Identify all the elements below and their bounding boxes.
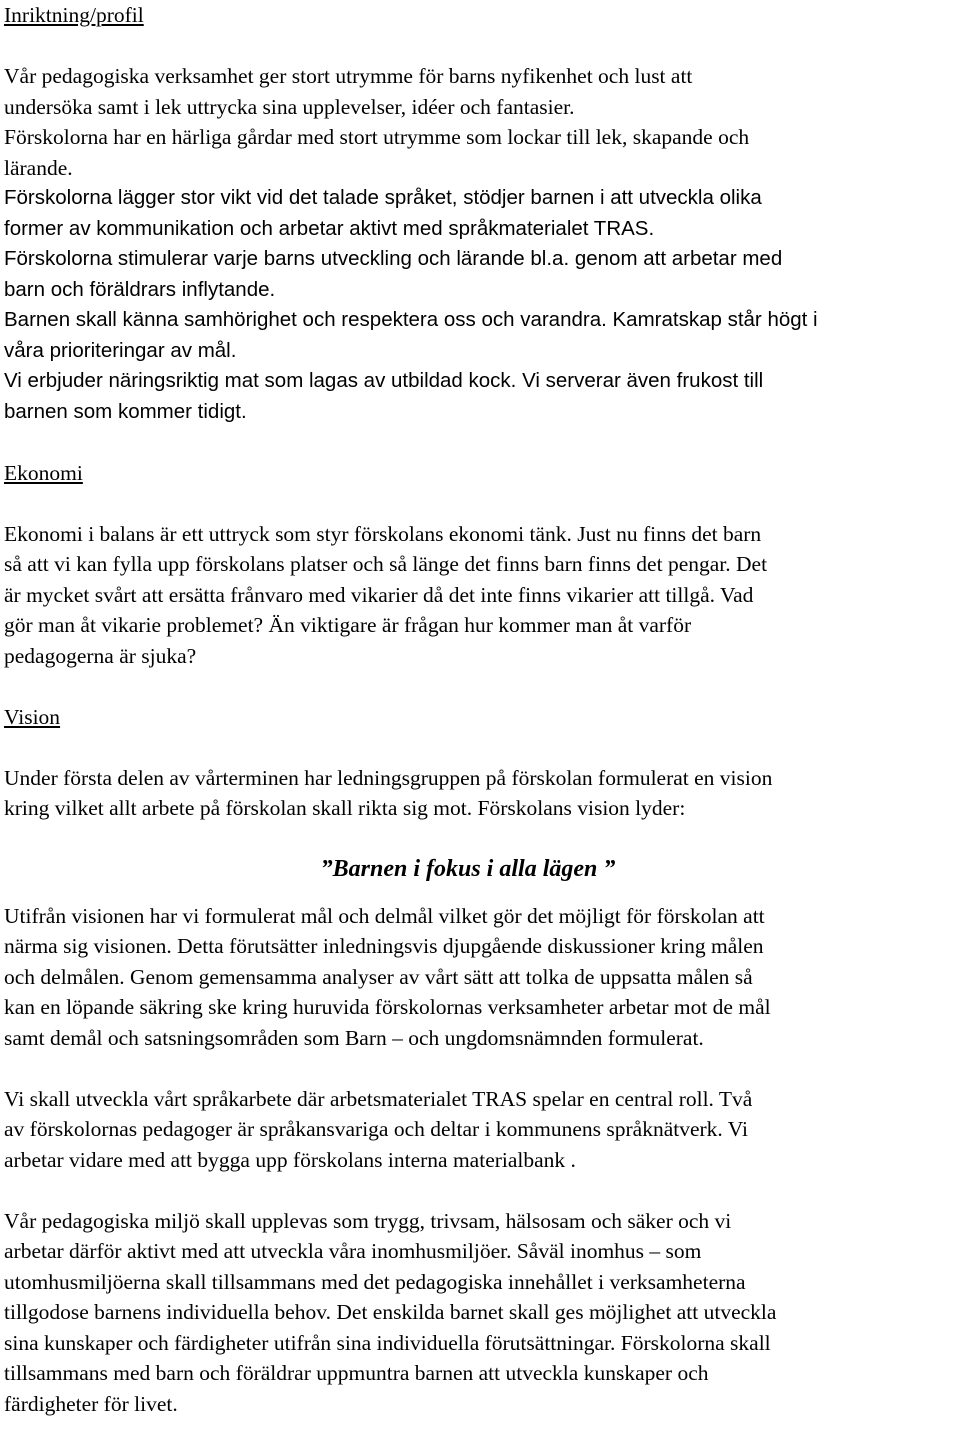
paragraph-vision-goals: [4, 901, 954, 1054]
spacer: [4, 732, 954, 763]
spacer: [4, 671, 954, 702]
document-page: [4, 0, 954, 1419]
heading-economy: Ekonomi: [4, 460, 83, 485]
vision-motto: ”Barnen i fokus i alla lägen ”: [320, 856, 616, 882]
text-line: Förskolorna lägger stor vikt vid det talade språket, stödjer barnen i att utveckla olika: [4, 186, 762, 209]
text-line: Vår pedagogiska miljö skall upplevas som trygg, trivsam, hälsosam och säker och vi: [4, 1208, 732, 1233]
text-line: Utifrån visionen har vi formulerat mål och delmål vilket gör det möjligt för förskolan att: [4, 903, 765, 928]
text-line: arbetar vidare med att bygga upp förskolans interna materialbank .: [4, 1147, 576, 1172]
text-line: Förskolorna stimulerar varje barns utveckling och lärande bl.a. genom att arbetar med: [4, 247, 783, 270]
text-line: Ekonomi i balans är ett uttryck som styr förskolans ekonomi tänk. Just nu finns det barn: [4, 521, 762, 546]
paragraph-vision-language: [4, 1084, 954, 1176]
text-line: tillgodose barnens individuella behov. Det enskilda barnet skall ges möjlighet att utveckla: [4, 1300, 777, 1324]
text-line: närma sig visionen. Detta förutsätter inledningsvis djupgående diskussioner kring målen: [4, 934, 764, 958]
paragraph-economy: [4, 519, 954, 672]
text-line: så att vi kan fylla upp förskolans platser och så länge det finns barn finns det pengar. Det: [4, 552, 768, 576]
text-line: Förskolorna har en härliga gårdar med stort utrymme som lockar till lek, skapande och: [4, 125, 750, 149]
text-line: Vi erbjuder näringsriktig mat som lagas av utbildad kock. Vi serverar även frukost till: [4, 369, 764, 392]
text-line: samt demål och satsningsområden som Barn – och ungdomsnämnden formulerat.: [4, 1025, 704, 1050]
text-line: färdigheter för livet.: [4, 1391, 178, 1416]
text-line: Vi skall utveckla vårt språkarbete där arbetsmaterialet TRAS spelar en central roll. Två: [4, 1086, 753, 1111]
spacer: [4, 824, 954, 855]
spacer: [4, 31, 954, 62]
text-line: kring vilket allt arbete på förskolan skall rikta sig mot. Förskolans vision lyder:: [4, 796, 686, 820]
paragraph-profile: [4, 61, 954, 427]
heading-profile: Inriktning/profil: [4, 3, 144, 27]
text-line: barn och föräldrars inflytande.: [4, 277, 276, 301]
text-line: Barnen skall känna samhörighet och respektera oss och varandra. Kamratskap står högt i: [4, 308, 818, 331]
spacer: [4, 885, 954, 901]
spacer: [4, 1175, 954, 1206]
paragraph-vision-environment: [4, 1206, 954, 1420]
heading-vision: Vision: [4, 704, 61, 729]
text-line: Vår pedagogiska verksamhet ger stort utrymme för barns nyfikenhet och lust att: [4, 64, 693, 88]
text-line: gör man åt vikarie problemet? Än viktigare är frågan hur kommer man åt varför: [4, 613, 692, 637]
text-line: är mycket svårt att ersätta frånvaro med vikarier då det inte finns vikarier att tillgå. Vad: [4, 582, 754, 607]
spacer: [4, 427, 954, 458]
spacer: [4, 1053, 954, 1084]
text-line: lärande.: [4, 155, 73, 180]
text-line: utomhusmiljöerna skall tillsammans med det pedagogiska innehållet i verksamheterna: [4, 1269, 746, 1294]
text-line: arbetar därför aktivt med att utveckla våra inomhusmiljöer. Såväl inomhus – som: [4, 1239, 702, 1263]
spacer: [4, 488, 954, 519]
text-line: kan en löpande säkring ske kring huruvida förskolornas verksamheter arbetar mot de mål: [4, 995, 771, 1019]
text-line: av förskolornas pedagoger är språkansvariga och deltar i kommunens språknätverk. Vi: [4, 1117, 749, 1141]
text-line: undersöka samt i lek uttrycka sina upplevelser, idéer och fantasier.: [4, 94, 575, 119]
text-line: Under första delen av vårterminen har ledningsgruppen på förskolan formulerat en vision: [4, 765, 773, 790]
text-line: sina kunskaper och färdigheter utifrån sina individuella förutsättningar. Förskolorna skall: [4, 1330, 771, 1355]
text-line: pedagogerna är sjuka?: [4, 643, 197, 668]
paragraph-vision-intro: [4, 763, 954, 824]
text-line: barnen som kommer tidigt.: [4, 399, 247, 423]
text-line: former av kommunikation och arbetar aktivt med språkmaterialet TRAS.: [4, 216, 655, 240]
text-line: våra prioriteringar av mål.: [4, 338, 237, 362]
text-line: tillsammans med barn och föräldrar uppmuntra barnen att utveckla kunskaper och: [4, 1361, 709, 1385]
text-line: och delmålen. Genom gemensamma analyser av vårt sätt att tolka de uppsatta målen så: [4, 964, 753, 989]
